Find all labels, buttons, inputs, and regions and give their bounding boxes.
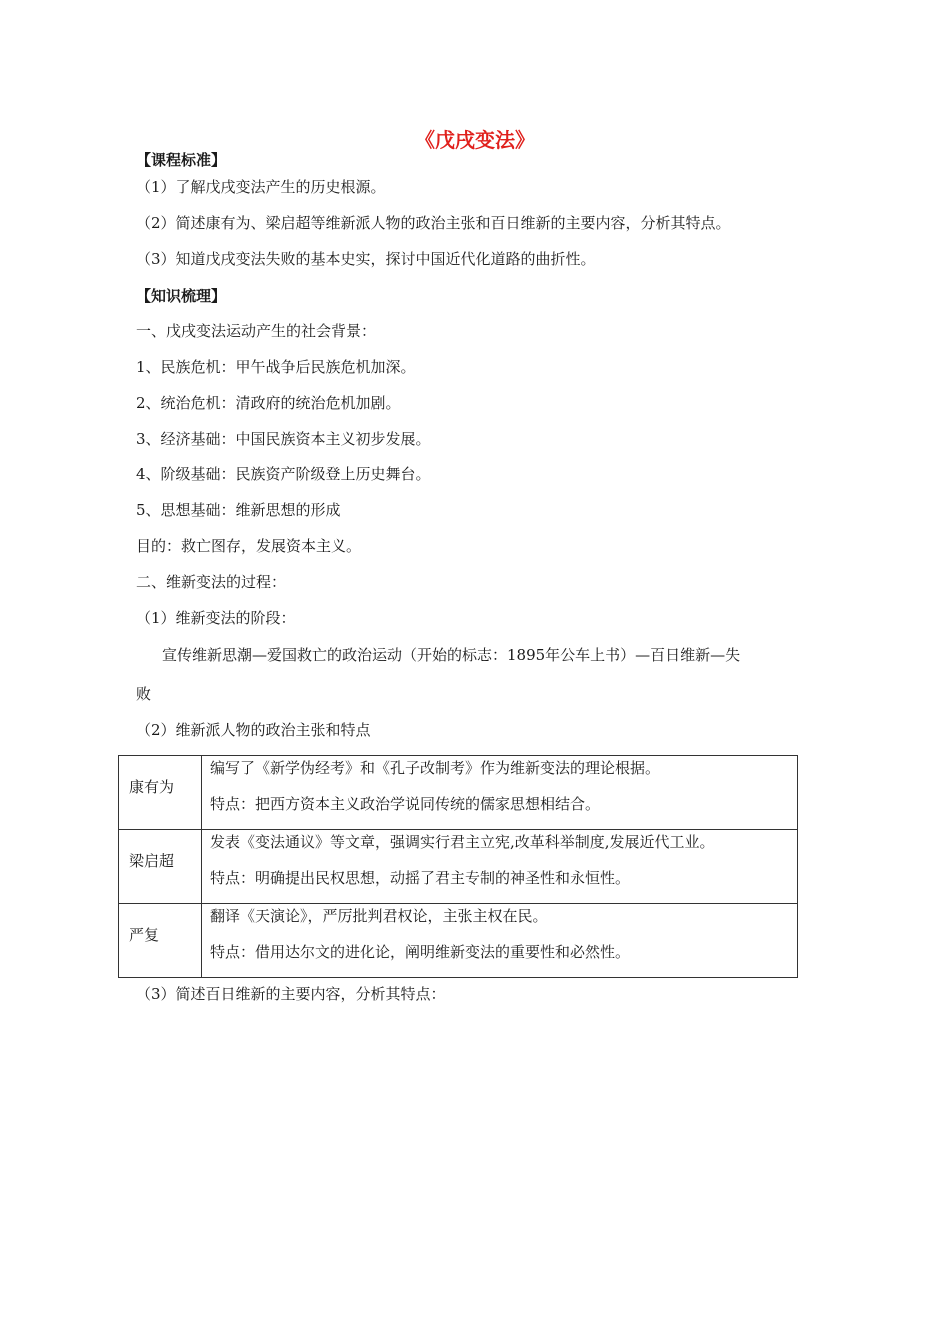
table-row	[119, 756, 798, 830]
knowledge-heading: 【知识梳理】	[136, 287, 227, 305]
reformer-name-cell	[119, 904, 202, 978]
reform-heading: （3）简述百日维新的主要内容，分析其特点：	[136, 985, 446, 1003]
background-item: 3、经济基础：中国民族资本主义初步发展。	[136, 430, 431, 448]
purpose-text: 目的：救亡图存，发展资本主义。	[136, 537, 362, 555]
reformer-name: 严复	[129, 926, 160, 944]
background-item: 2、统治危机：清政府的统治危机加剧。	[136, 394, 401, 412]
stages-text: 宣传维新思潮—爱国救亡的政治运动（开始的标志：1895年公车上书）—百日维新—失	[162, 646, 741, 664]
reformer-feature: 特点：明确提出民权思想，动摇了君主专制的神圣性和永恒性。	[210, 869, 631, 887]
reformer-desc-cell	[202, 756, 798, 830]
table-row	[119, 904, 798, 978]
reformer-name-cell	[119, 756, 202, 830]
table-row	[119, 830, 798, 904]
reformers-table	[118, 755, 798, 978]
reformer-name: 梁启超	[129, 852, 175, 870]
stages-text-continued: 败	[136, 685, 152, 703]
reformer-view: 翻译《天演论》，严厉批判君权论，主张主权在民。	[210, 907, 548, 925]
stages-heading: （1）维新变法的阶段：	[136, 609, 296, 627]
reformer-view: 编写了《新学伪经考》和《孔子改制考》作为维新变法的理论根据。	[210, 759, 661, 777]
background-heading: 一、戊戌变法运动产生的社会背景：	[136, 322, 377, 340]
standard-heading: 【课程标准】	[136, 151, 227, 169]
process-heading: 二、维新变法的过程：	[136, 573, 287, 591]
background-item: 5、思想基础：维新思想的形成	[136, 501, 341, 519]
views-heading: （2）维新派人物的政治主张和特点	[136, 721, 371, 739]
standard-item: （1）了解戊戌变法产生的历史根源。	[136, 178, 386, 196]
reformer-view: 发表《变法通议》等文章，强调实行君主立宪,改革科举制度,发展近代工业。	[210, 833, 715, 851]
reformer-desc-cell	[202, 830, 798, 904]
standard-item: （3）知道戊戌变法失败的基本史实，探讨中国近代化道路的曲折性。	[136, 250, 596, 268]
standard-item: （2）简述康有为、梁启超等维新派人物的政治主张和百日维新的主要内容，分析其特点。	[136, 214, 731, 232]
reformer-feature: 特点：借用达尔文的进化论，阐明维新变法的重要性和必然性。	[210, 943, 631, 961]
background-item: 1、民族危机：甲午战争后民族危机加深。	[136, 358, 416, 376]
reformer-desc-cell	[202, 904, 798, 978]
reformer-name-cell	[119, 830, 202, 904]
background-item: 4、阶级基础：民族资产阶级登上历史舞台。	[136, 465, 431, 483]
document-title: 《戊戌变法》	[415, 128, 535, 152]
reformer-name: 康有为	[129, 778, 175, 796]
reformer-feature: 特点：把西方资本主义政治学说同传统的儒家思想相结合。	[210, 795, 601, 813]
